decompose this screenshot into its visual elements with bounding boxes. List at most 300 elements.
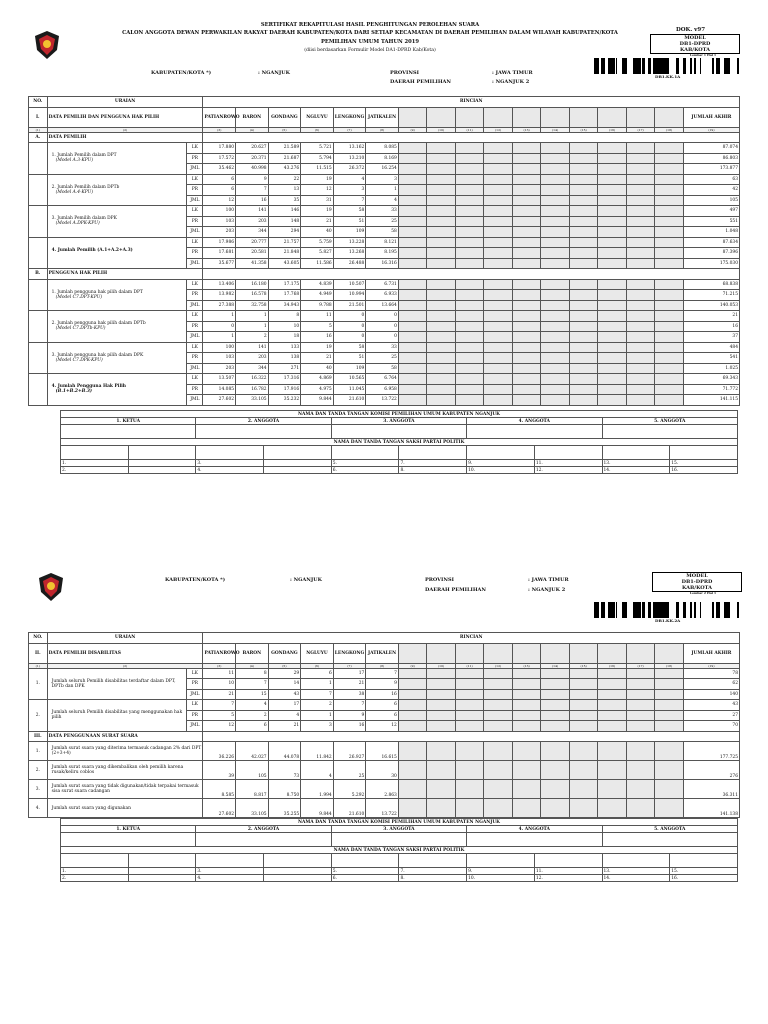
column-jumlah-akhir: JUMLAH AKHIR [683,107,739,127]
saksi-box[interactable] [331,446,399,460]
empty-cell [427,290,456,301]
table-data-pemilih [28,96,740,406]
saksi-box[interactable] [534,446,602,460]
saksi-box[interactable] [399,854,467,868]
total-cell: 175.030 [683,258,739,269]
empty-cell [398,174,427,185]
empty-cell [626,761,655,780]
empty-cell [541,174,570,185]
index-cell: (4) [236,663,269,668]
empty-cell [569,332,598,343]
empty-cell [655,227,684,238]
empty-cell [512,227,541,238]
saksi-box[interactable] [264,875,332,882]
index-cell: (4) [236,127,269,132]
table-row [29,206,740,217]
value-cell: 10 [268,321,301,332]
empty-cell [655,668,684,679]
value-cell: 5 [301,321,334,332]
value-cell: 11.045 [333,384,366,395]
saksi-box[interactable] [128,460,196,467]
empty-cell [455,206,484,217]
value-cell: 9 [333,710,366,721]
empty-cell [427,374,456,385]
empty-cell [455,780,484,799]
empty-cell [541,107,570,127]
value-cell: 100 [203,342,236,353]
empty-cell [455,311,484,322]
value-cell: 10 [203,679,236,690]
signature-box[interactable] [331,425,466,439]
sheet-1 [0,0,768,500]
row-kind: JML [187,721,203,732]
empty-cell [427,153,456,164]
value-cell: 20.371 [236,153,269,164]
empty-cell [541,195,570,206]
empty-cell [626,363,655,374]
value-cell: 40 [301,363,334,374]
empty-cell [455,321,484,332]
empty-cell [541,164,570,175]
empty-cell [541,668,570,679]
index-cell: (7) [333,663,366,668]
saksi-box[interactable] [264,460,332,467]
total-cell: 484 [683,342,739,353]
column-header: PATIANROWO [203,107,236,127]
empty-cell [427,174,456,185]
signature-box[interactable] [196,833,331,847]
empty-cell [626,679,655,690]
saksi-box[interactable] [196,446,264,460]
value-cell: 6.731 [366,279,399,290]
signature-box[interactable] [331,833,466,847]
empty-cell [455,332,484,343]
value-cell: 26.372 [333,164,366,175]
empty-cell [398,143,427,154]
empty-cell [427,668,456,679]
saksi-box[interactable] [670,854,738,868]
empty-cell [569,107,598,127]
saksi-box[interactable] [602,854,670,868]
saksi-box[interactable] [264,446,332,460]
prov-label: PROVINSI [425,577,454,583]
value-cell: 9 [236,174,269,185]
signature-table [60,818,738,882]
saksi-box[interactable] [467,446,535,460]
saksi-number: 13. [602,460,670,467]
saksi-box[interactable] [128,875,196,882]
empty-cell [569,185,598,196]
empty-cell [484,321,513,332]
total-cell: 276 [683,761,739,780]
section-no: A. [29,132,48,143]
index-cell: (6) [301,663,334,668]
empty-cell [598,248,627,259]
index-cell: (2) [47,127,203,132]
signature-role: 1. KETUA [61,418,196,425]
empty-cell [541,153,570,164]
value-cell: 1 [366,185,399,196]
section-title: DATA PENGGUNAAN SURAT SUARA [47,731,203,742]
signature-role: 3. ANGGOTA [331,826,466,833]
saksi-number: 3. [196,460,264,467]
signature-box[interactable] [602,833,738,847]
section-no: II. [29,643,48,663]
value-cell: 27.388 [203,300,236,311]
empty-cell [541,279,570,290]
value-cell: 21.610 [333,799,366,818]
signature-box[interactable] [61,425,196,439]
empty-cell [455,342,484,353]
saksi-number: 8. [399,467,467,474]
saksi-number: 9. [467,868,535,875]
kab-value: : NGANJUK [258,70,290,76]
value-cell: 8.817 [236,780,269,799]
saksi-number: 2. [61,875,129,882]
row-no [29,143,48,175]
empty-cell [455,248,484,259]
value-cell: 10.507 [333,279,366,290]
empty-cell [655,689,684,700]
total-cell: 69.343 [683,374,739,385]
index-cell: (13) [512,663,541,668]
empty-cell [598,700,627,711]
empty-cell [484,799,513,818]
value-cell: 141 [236,342,269,353]
row-kind: PR [187,216,203,227]
value-cell: 16 [236,195,269,206]
value-cell: 35 [268,195,301,206]
empty-cell [541,300,570,311]
value-cell: 2 [301,700,334,711]
empty-cell [598,174,627,185]
empty-cell [455,689,484,700]
saksi-box[interactable] [399,446,467,460]
saksi-number: 1. [61,460,129,467]
empty-cell [484,668,513,679]
index-cell: (9) [398,127,427,132]
empty-cell [541,742,570,761]
empty-cell [512,668,541,679]
table-row [29,742,740,761]
saksi-box[interactable] [61,854,129,868]
row-label: 3. Jumlah pengguna hak pilih dalam DPK (Model C7.DPK-KPU) [47,342,187,374]
value-cell: 203 [236,353,269,364]
signature-box[interactable] [467,833,602,847]
total-cell: 1.025 [683,363,739,374]
saksi-box[interactable] [670,446,738,460]
empty-cell [626,311,655,322]
empty-cell [626,332,655,343]
table-row [29,799,740,818]
total-cell: 86.803 [683,153,739,164]
row-kind: PR [187,679,203,690]
value-cell: 146 [268,206,301,217]
empty-cell [626,258,655,269]
empty-cell [541,311,570,322]
row-kind: JML [187,227,203,238]
row-no [29,374,48,406]
empty-cell [541,216,570,227]
empty-cell [427,710,456,721]
signature-box[interactable] [602,425,738,439]
value-cell: 103 [203,216,236,227]
empty-cell [655,216,684,227]
signature-box[interactable] [61,833,196,847]
empty-cell [598,780,627,799]
value-cell: 1 [301,710,334,721]
empty-cell [598,206,627,217]
row-label: Jumlah surat suara yang tidak digunakan/tidak terpakai termasuk sisa surat suara cadangan [47,780,203,799]
header-rincian: RINCIAN [203,633,740,644]
saksi-box[interactable] [534,854,602,868]
empty-cell [427,643,456,663]
empty-cell [655,258,684,269]
row-no [29,342,48,374]
empty-cell [569,384,598,395]
value-cell: 21.757 [268,237,301,248]
value-cell: 35.255 [268,799,301,818]
value-cell: 12 [301,185,334,196]
total-cell: 27 [683,710,739,721]
empty-cell [512,761,541,780]
total-cell: 105 [683,195,739,206]
section-title: PENGGUNA HAK PILIH [47,269,203,280]
empty-cell [655,143,684,154]
value-cell: 11 [203,668,236,679]
empty-cell [484,363,513,374]
value-cell: 294 [268,227,301,238]
total-cell: 140.053 [683,300,739,311]
value-cell: 8.195 [366,248,399,259]
empty-cell [569,311,598,322]
saksi-box[interactable] [128,854,196,868]
value-cell: 16 [301,332,334,343]
value-cell: 39 [203,761,236,780]
value-cell: 73 [268,761,301,780]
empty-cell [455,107,484,127]
section-spacer [203,731,740,742]
empty-cell [598,195,627,206]
saksi-number: 11. [534,460,602,467]
saksi-number: 4. [196,875,264,882]
empty-cell [541,353,570,364]
saksi-box[interactable] [331,854,399,868]
empty-cell [598,395,627,406]
empty-cell [455,195,484,206]
row-kind: PR [187,710,203,721]
value-cell: 43.276 [268,164,301,175]
saksi-box[interactable] [264,868,332,875]
total-cell: 173.877 [683,164,739,175]
value-cell: 18 [268,332,301,343]
empty-cell [455,374,484,385]
row-kind: JML [187,395,203,406]
empty-cell [484,374,513,385]
empty-cell [455,185,484,196]
row-label: 2. Jumlah Pemilih dalam DPTb (Model A.4-KPU) [47,174,187,206]
value-cell: 16.316 [366,258,399,269]
empty-cell [598,643,627,663]
table-row [29,143,740,154]
empty-cell [484,195,513,206]
value-cell: 103 [203,353,236,364]
empty-cell [398,679,427,690]
value-cell: 5 [203,710,236,721]
empty-cell [541,237,570,248]
title-1: SERTIFIKAT REKAPITULASI HASIL PENGHITUNGAN PEROLEHAN SUARA [260,22,480,28]
value-cell: 12 [203,721,236,732]
total-cell: 70 [683,721,739,732]
table-row [29,342,740,353]
empty-cell [427,395,456,406]
empty-cell [626,300,655,311]
value-cell: 3 [366,174,399,185]
total-cell: 68.838 [683,279,739,290]
saksi-box[interactable] [128,868,196,875]
empty-cell [598,227,627,238]
signature-role: 5. ANGGOTA [602,418,738,425]
empty-cell [398,311,427,322]
empty-cell [655,279,684,290]
empty-cell [569,279,598,290]
row-kind: JML [187,332,203,343]
column-header: GONDANG [268,107,301,127]
index-cell: (5) [268,127,301,132]
column-header: NGLUYU [301,107,334,127]
value-cell: 9 [366,679,399,690]
total-cell: 42 [683,185,739,196]
empty-cell [626,143,655,154]
signature-box[interactable] [196,425,331,439]
value-cell: 4.869 [301,374,334,385]
value-cell: 203 [203,363,236,374]
value-cell: 43 [268,689,301,700]
row-kind: PR [187,248,203,259]
empty-cell [455,363,484,374]
index-cell: (8) [366,663,399,668]
value-cell: 21 [203,689,236,700]
empty-cell [655,206,684,217]
row-label: Jumlah seluruh Pemilih disabilitas yang menggunakan hak pilih [47,700,187,732]
saksi-number: 12. [534,467,602,474]
empty-cell [598,300,627,311]
empty-cell [569,780,598,799]
saksi-box[interactable] [602,446,670,460]
saksi-box[interactable] [61,446,129,460]
saksi-box[interactable] [196,854,264,868]
value-cell: 40 [301,227,334,238]
saksi-number: 14. [602,467,670,474]
empty-cell [427,279,456,290]
empty-cell [512,710,541,721]
value-cell: 27.602 [203,799,236,818]
index-cell: (3) [203,663,236,668]
empty-cell [512,395,541,406]
empty-cell [598,679,627,690]
value-cell: 20.581 [236,248,269,259]
empty-cell [626,342,655,353]
empty-cell [484,332,513,343]
empty-cell [569,668,598,679]
empty-cell [455,679,484,690]
value-cell: 13.722 [366,799,399,818]
value-cell: 27.602 [203,395,236,406]
value-cell: 6.764 [366,374,399,385]
value-cell: 2 [236,710,269,721]
total-cell: 87.396 [683,248,739,259]
row-kind: LK [187,143,203,154]
empty-cell [484,311,513,322]
value-cell: 1 [236,321,269,332]
empty-cell [569,395,598,406]
empty-cell [655,332,684,343]
column-header: GONDANG [268,643,301,663]
value-cell: 21.687 [268,153,301,164]
value-cell: 7 [333,700,366,711]
empty-cell [569,799,598,818]
column-header: LENGKONG [333,107,366,127]
empty-cell [427,384,456,395]
empty-cell [484,710,513,721]
total-cell: 141.115 [683,395,739,406]
total-cell: 87.074 [683,143,739,154]
empty-cell [626,700,655,711]
saksi-box[interactable] [264,854,332,868]
value-cell: 33 [366,342,399,353]
empty-cell [398,290,427,301]
empty-cell [398,153,427,164]
row-label: 4. Jumlah Pemilih (A.1+A.2+A.3) [47,237,187,269]
total-cell: 21 [683,311,739,322]
row-no [29,311,48,343]
value-cell: 11.842 [301,742,334,761]
table-row [29,374,740,385]
empty-cell [512,153,541,164]
saksi-box[interactable] [128,467,196,474]
signature-box[interactable] [467,425,602,439]
value-cell: 4 [301,761,334,780]
empty-cell [398,780,427,799]
value-cell: 32.758 [236,300,269,311]
value-cell: 0 [333,321,366,332]
empty-cell [598,107,627,127]
empty-cell [655,679,684,690]
value-cell: 0 [366,321,399,332]
empty-cell [455,164,484,175]
empty-cell [569,721,598,732]
empty-cell [541,342,570,353]
saksi-number: 6. [331,467,399,474]
header-no: NO. [29,97,48,108]
signature-role: 4. ANGGOTA [467,826,602,833]
empty-cell [569,174,598,185]
index-cell: (16) [598,127,627,132]
saksi-box[interactable] [128,446,196,460]
value-cell: 6 [366,710,399,721]
empty-cell [455,216,484,227]
value-cell: 0 [366,332,399,343]
value-cell: 7 [366,668,399,679]
total-cell: 141.138 [683,799,739,818]
empty-cell [569,700,598,711]
index-cell: (12) [484,663,513,668]
title-4: (diisi berdasarkan Formulir Model DA1-DPRD Kab/Kota) [304,48,436,53]
empty-cell [512,342,541,353]
saksi-box[interactable] [467,854,535,868]
saksi-box[interactable] [264,467,332,474]
empty-cell [427,206,456,217]
